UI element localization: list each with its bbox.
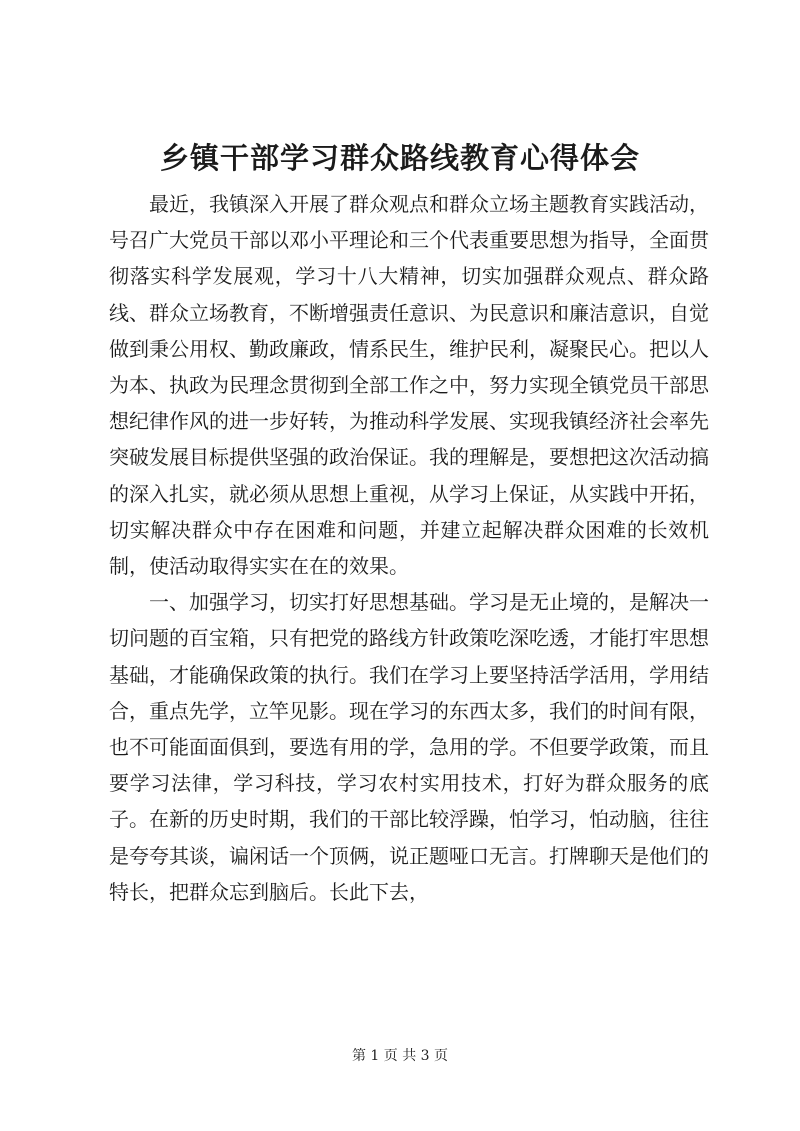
paragraph-section-1: 一、加强学习，切实打好思想基础。学习是无止境的，是解决一切问题的百宝箱，只有把党的路线方针政策吃深吃透，才能打牢思想基础，才能确保政策的执行。我们在学习上要坚持活学活用，学用结合，重点先学，立竿见影。现在学习的东西太多，我们的时间有限，也不可能面面俱到，要选有用的学，急用的学。不但要学政策，而且要学习法律，学习科技，学习农村实用技术，打好为群众服务的底子。在新的历史时期，我们的干部比较浮躁，怕学习，怕动脑，往往是夸夸其谈，谝闲话一个顶俩，说正题哑口无言。打牌聊天是他们的特长，把群众忘到脑后。长此下去， xyxy=(109,590,709,904)
document-title: 乡镇干部学习群众路线教育心得体会 xyxy=(159,141,640,175)
paragraph-intro: 最近，我镇深入开展了群众观点和群众立场主题教育实践活动，号召广大党员干部以邓小平理论和三个代表重要思想为指导，全面贯彻落实科学发展观，学习十八大精神，切实加强群众观点、群众路线、群众立场教育，不断增强责任意识、为民意识和廉洁意识，自觉做到秉公用权、勤政廉政，情系民生，维护民利，凝聚民心。把以人为本、执政为民理念贯彻到全部工作之中，努力实现全镇党员干部思想纪律作风的进一步好转，为推动科学发展、实现我镇经济社会率先突破发展目标提供坚强的政治保证。我的理解是，要想把这次活动搞的深入扎实，就必须从思想上重视，从学习上保证，从实践中开拓，切实解决群众中存在困难和问题，并建立起解决群众困难的长效机制，使活动取得实实在在的效果。 xyxy=(109,192,709,579)
document-body xyxy=(109,186,709,910)
page-number-footer: 第 1 页 共 3 页 xyxy=(351,1048,449,1064)
